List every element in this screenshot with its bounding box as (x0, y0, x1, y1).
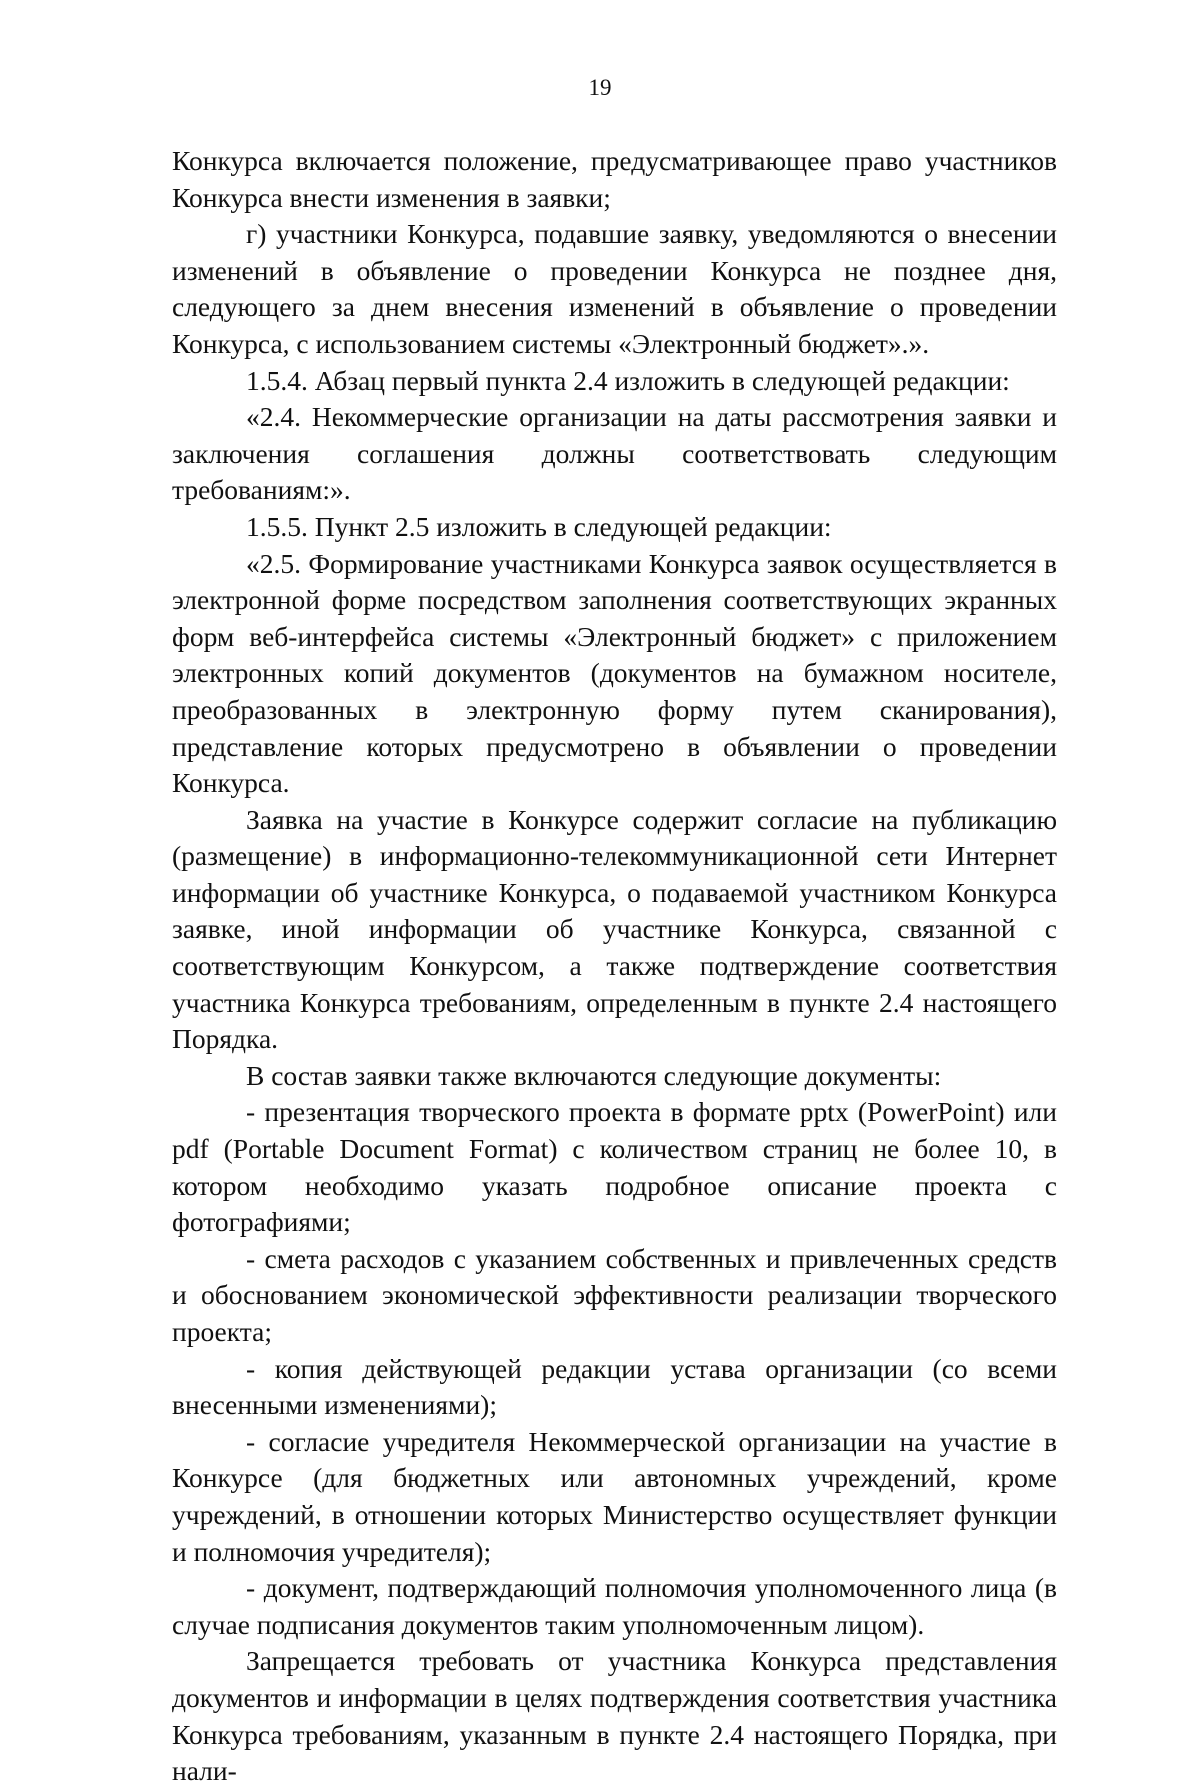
paragraph: 1.5.4. Абзац первый пункта 2.4 изложить в следующей редакции: (246, 364, 1010, 396)
list-item: - согласие учредителя Некоммерческой организации на участие в Конкурсе (для бюджетных или автономных учреждений, кроме учреждений, в отношении которых Министерство осуществляет функции и полномочия учредителя); (172, 1425, 1057, 1567)
paragraph: г) участники Конкурса, подавшие заявку, уведомляются о внесении изменений в объявление о проведении Конкурса не позднее дня, следующего за днем внесения изменений в объявление о проведении Конкурса, с использованием системы «Электронный бюджет».». (172, 218, 1057, 359)
list-item: - смета расходов с указанием собственных и привлеченных средств и обоснованием экономической эффективности реализации творческого проекта; (172, 1242, 1057, 1347)
page-number: 19 (588, 75, 612, 100)
paragraph: В состав заявки также включаются следующие документы: (246, 1059, 942, 1091)
paragraph: 1.5.5. Пункт 2.5 изложить в следующей редакции: (246, 510, 832, 542)
paragraph: Конкурса включается положение, предусматривающее право участников Конкурса внести изменения в заявки; (172, 145, 1057, 213)
list-item: - документ, подтверждающий полномочия уполномоченного лица (в случае подписания документов таким уполномоченным лицом). (172, 1572, 1057, 1640)
paragraph: Заявка на участие в Конкурсе содержит согласие на публикацию (размещение) в информационно-телекоммуникационной сети Интернет информации об участнике Конкурса, о подаваемой участником Конкурса заявке, иной информации об участнике Конкурса, связанной с соответствующим Конкурсом, а также подтверждение соответствия участника Конкурса требованиям, определенным в пункте 2.4 настоящего Порядка. (172, 803, 1057, 1055)
list-item: - копия действующей редакции устава организации (со всеми внесенными изменениями); (172, 1352, 1057, 1421)
paragraph: Запрещается требовать от участника Конкурса представления документов и информации в целях подтверждения соответствия участника Конкурса требованиям, указанным в пункте 2.4 настоящего Порядка, при нали- (172, 1645, 1057, 1787)
paragraph: «2.4. Некоммерческие организации на даты рассмотрения заявки и заключения соглашения должны соответствовать следующим требованиям:». (172, 401, 1057, 506)
list-item: - презентация творческого проекта в формате pptx (PowerPoint) или pdf (Portable Document Format) с количеством страниц не более 10, в котором необходимо указать подробное описание проекта с фотографиями; (172, 1096, 1057, 1238)
document-body (172, 143, 1057, 1790)
paragraph: «2.5. Формирование участниками Конкурса заявок осуществляется в электронной форме посредством заполнения соответствующих экранных форм веб-интерфейса системы «Электронный бюджет» с приложением электронных копий документов (документов на бумажном носителе, преобразованных в электронную форму путем сканирования), представление которых предусмотрено в объявлении о проведении Конкурса. (172, 547, 1057, 799)
